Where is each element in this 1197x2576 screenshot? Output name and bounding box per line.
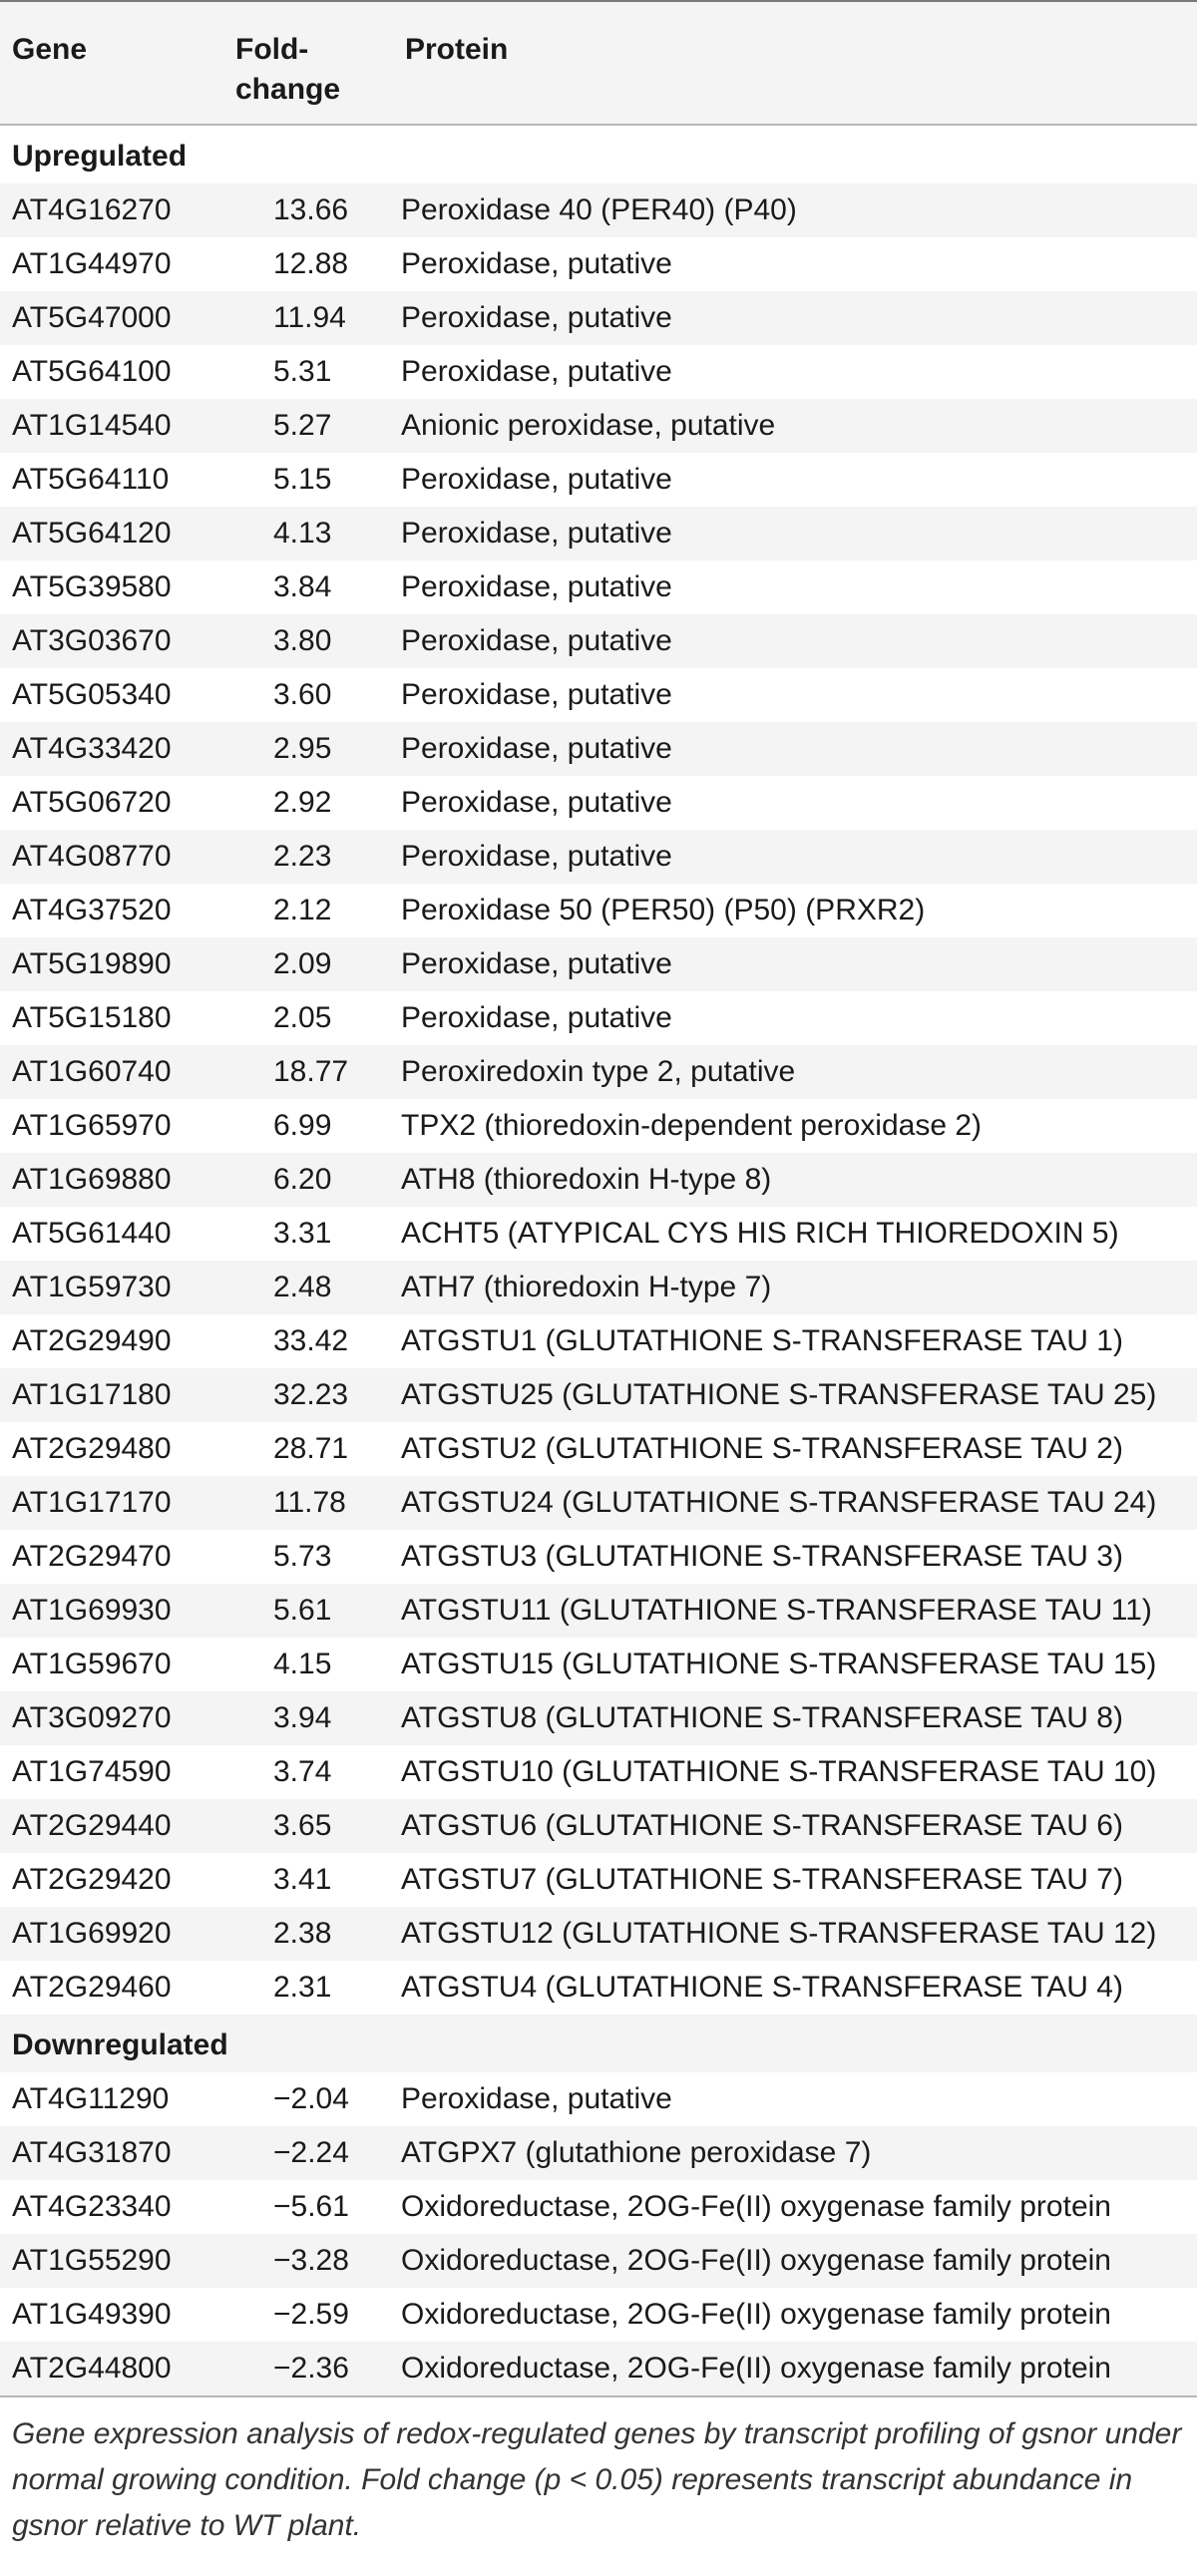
protein-cell: Peroxidase, putative — [401, 1001, 672, 1034]
gene-id-cell: AT1G69930 — [12, 1594, 172, 1627]
table-row — [0, 1584, 1197, 1638]
protein-cell: Peroxidase, putative — [401, 786, 672, 819]
table-row — [0, 776, 1197, 830]
fold-change-cell: 5.73 — [273, 1540, 332, 1573]
gene-id-cell: AT1G69920 — [12, 1917, 172, 1950]
gene-id-cell: AT1G44970 — [12, 247, 172, 280]
section-label: Downregulated — [12, 2028, 228, 2061]
fold-change-cell: 2.48 — [273, 1271, 332, 1303]
protein-cell: Peroxiredoxin type 2, putative — [401, 1055, 796, 1088]
gene-id-cell: AT5G64100 — [12, 355, 172, 388]
fold-change-cell: 3.84 — [273, 570, 332, 603]
table-row — [0, 1638, 1197, 1691]
fold-change-cell: 5.61 — [273, 1594, 332, 1627]
table-row — [0, 1314, 1197, 1368]
fold-change-cell: 6.99 — [273, 1109, 332, 1142]
fold-change-cell: 2.38 — [273, 1917, 332, 1950]
fold-change-cell: 13.66 — [273, 193, 349, 226]
gene-id-cell: AT5G05340 — [12, 678, 172, 711]
table-row — [0, 1261, 1197, 1314]
gene-id-cell: AT1G74590 — [12, 1755, 172, 1788]
protein-cell: ATGSTU25 (GLUTATHIONE S-TRANSFERASE TAU 25) — [401, 1378, 1157, 1411]
protein-cell: ATGSTU2 (GLUTATHIONE S-TRANSFERASE TAU 2) — [401, 1432, 1123, 1465]
protein-cell: Oxidoreductase, 2OG-Fe(II) oxygenase family protein — [401, 2244, 1111, 2277]
protein-cell: ATGSTU15 (GLUTATHIONE S-TRANSFERASE TAU 15) — [401, 1648, 1157, 1680]
fold-change-cell: 12.88 — [273, 247, 349, 280]
protein-cell: ATGPX7 (glutathione peroxidase 7) — [401, 2136, 872, 2169]
protein-cell: Peroxidase, putative — [401, 678, 672, 711]
protein-cell: ATH7 (thioredoxin H-type 7) — [401, 1271, 772, 1303]
gene-id-cell: AT1G59670 — [12, 1648, 172, 1680]
protein-cell: Oxidoreductase, 2OG-Fe(II) oxygenase family protein — [401, 2298, 1111, 2331]
protein-cell: Peroxidase, putative — [401, 624, 672, 657]
protein-cell: Peroxidase, putative — [401, 247, 672, 280]
gene-id-cell: AT2G29440 — [12, 1809, 172, 1842]
table-row — [0, 2342, 1197, 2396]
fold-change-cell: 6.20 — [273, 1163, 332, 1196]
protein-cell: Peroxidase 50 (PER50) (P50) (PRXR2) — [401, 894, 926, 926]
fold-change-cell: −2.04 — [273, 2082, 349, 2115]
protein-cell: ATH8 (thioredoxin H-type 8) — [401, 1163, 772, 1196]
gene-id-cell: AT3G03670 — [12, 624, 172, 657]
table-row — [0, 1530, 1197, 1584]
section-label: Upregulated — [12, 140, 188, 173]
table-row — [0, 1099, 1197, 1153]
fold-change-cell: −5.61 — [273, 2190, 349, 2223]
protein-cell: Peroxidase, putative — [401, 355, 672, 388]
protein-cell: ATGSTU4 (GLUTATHIONE S-TRANSFERASE TAU 4) — [401, 1971, 1123, 2004]
protein-cell: ATGSTU10 (GLUTATHIONE S-TRANSFERASE TAU 10) — [401, 1755, 1157, 1788]
table-row — [0, 399, 1197, 453]
fold-change-cell: 4.13 — [273, 517, 332, 550]
fold-change-cell: −3.28 — [273, 2244, 349, 2277]
table-caption: Gene expression analysis of redox-regulated genes by transcript profiling of gsnor under normal growing condition. Fold change (p < 0.05) represents transcript abundance in gsnor relative to WT plant. — [12, 2417, 1182, 2542]
gene-id-cell: AT4G08770 — [12, 840, 172, 873]
header-fold-change-line2: change — [235, 73, 341, 106]
gene-id-cell: AT5G15180 — [12, 1001, 172, 1034]
protein-cell: ATGSTU8 (GLUTATHIONE S-TRANSFERASE TAU 8) — [401, 1701, 1123, 1734]
fold-change-cell: 11.78 — [273, 1486, 346, 1519]
table-row — [0, 1691, 1197, 1745]
gene-id-cell: AT1G17170 — [12, 1486, 172, 1519]
fold-change-cell: 2.23 — [273, 840, 332, 873]
table-header — [0, 1, 1197, 125]
table-row — [0, 2180, 1197, 2234]
fold-change-cell: 18.77 — [273, 1055, 349, 1088]
table-row — [0, 2126, 1197, 2180]
fold-change-cell: 28.71 — [273, 1432, 349, 1465]
gene-id-cell: AT4G37520 — [12, 894, 172, 926]
table-row — [0, 1799, 1197, 1853]
gene-id-cell: AT1G14540 — [12, 409, 172, 442]
table-body — [0, 125, 1197, 2396]
table-row — [0, 937, 1197, 991]
gene-id-cell: AT5G39580 — [12, 570, 172, 603]
protein-cell: Peroxidase, putative — [401, 2082, 672, 2115]
fold-change-cell: 5.27 — [273, 409, 332, 442]
protein-cell: Peroxidase, putative — [401, 840, 672, 873]
gene-id-cell: AT5G19890 — [12, 947, 172, 980]
fold-change-cell: 3.74 — [273, 1755, 332, 1788]
table-row — [0, 2072, 1197, 2126]
gene-id-cell: AT1G55290 — [12, 2244, 172, 2277]
table-row — [0, 560, 1197, 614]
table-row — [0, 1153, 1197, 1207]
table-row — [0, 507, 1197, 560]
protein-cell: ATGSTU12 (GLUTATHIONE S-TRANSFERASE TAU 12) — [401, 1917, 1157, 1950]
fold-change-cell: 4.15 — [273, 1648, 332, 1680]
table-row — [0, 237, 1197, 291]
gene-id-cell: AT3G09270 — [12, 1701, 172, 1734]
gene-id-cell: AT5G64120 — [12, 517, 172, 550]
gene-id-cell: AT4G23340 — [12, 2190, 172, 2223]
table-row — [0, 1853, 1197, 1907]
gene-id-cell: AT2G44800 — [12, 2352, 172, 2385]
table-row — [0, 184, 1197, 237]
fold-change-cell: 33.42 — [273, 1324, 349, 1357]
table-row — [0, 2234, 1197, 2288]
fold-change-cell: 2.92 — [273, 786, 332, 819]
fold-change-cell: 3.41 — [273, 1863, 332, 1896]
header-fold-change-line1: Fold- — [235, 33, 309, 66]
fold-change-cell: 5.31 — [273, 355, 332, 388]
fold-change-cell: 2.12 — [273, 894, 332, 926]
gene-id-cell: AT5G64110 — [12, 463, 170, 496]
protein-cell: ATGSTU3 (GLUTATHIONE S-TRANSFERASE TAU 3) — [401, 1540, 1123, 1573]
table-row — [0, 830, 1197, 884]
fold-change-cell: 3.94 — [273, 1701, 332, 1734]
gene-id-cell: AT2G29490 — [12, 1324, 172, 1357]
protein-cell: ATGSTU24 (GLUTATHIONE S-TRANSFERASE TAU 24) — [401, 1486, 1157, 1519]
fold-change-cell: 2.05 — [273, 1001, 332, 1034]
table-row — [0, 2288, 1197, 2342]
gene-id-cell: AT4G33420 — [12, 732, 172, 765]
protein-cell: ATGSTU1 (GLUTATHIONE S-TRANSFERASE TAU 1) — [401, 1324, 1123, 1357]
protein-cell: Peroxidase 40 (PER40) (P40) — [401, 193, 797, 226]
gene-id-cell: AT4G11290 — [12, 2082, 170, 2115]
gene-id-cell: AT1G60740 — [12, 1055, 172, 1088]
table-row — [0, 1368, 1197, 1422]
table-row — [0, 1207, 1197, 1261]
fold-change-cell: 11.94 — [273, 301, 346, 334]
fold-change-cell: 2.95 — [273, 732, 332, 765]
header-gene: Gene — [12, 33, 88, 66]
fold-change-cell: 3.80 — [273, 624, 332, 657]
gene-id-cell: AT1G69880 — [12, 1163, 172, 1196]
gene-id-cell: AT1G17180 — [12, 1378, 172, 1411]
table-row — [0, 991, 1197, 1045]
table-row — [0, 1745, 1197, 1799]
table-row — [0, 722, 1197, 776]
fold-change-cell: 2.31 — [273, 1971, 332, 2004]
fold-change-cell: −2.24 — [273, 2136, 349, 2169]
fold-change-cell: 3.31 — [273, 1217, 332, 1250]
header-row — [0, 1, 1197, 125]
table-row — [0, 291, 1197, 345]
protein-cell: ATGSTU7 (GLUTATHIONE S-TRANSFERASE TAU 7) — [401, 1863, 1123, 1896]
protein-cell: Peroxidase, putative — [401, 570, 672, 603]
table-row — [0, 1045, 1197, 1099]
gene-id-cell: AT1G65970 — [12, 1109, 172, 1142]
fold-change-cell: 5.15 — [273, 463, 332, 496]
gene-id-cell: AT5G47000 — [12, 301, 172, 334]
gene-id-cell: AT1G49390 — [12, 2298, 172, 2331]
table-row — [0, 1422, 1197, 1476]
protein-cell: Peroxidase, putative — [401, 463, 672, 496]
table-row — [0, 345, 1197, 399]
gene-id-cell: AT2G29480 — [12, 1432, 172, 1465]
protein-cell: Oxidoreductase, 2OG-Fe(II) oxygenase family protein — [401, 2352, 1111, 2385]
gene-id-cell: AT5G61440 — [12, 1217, 172, 1250]
gene-id-cell: AT1G59730 — [12, 1271, 172, 1303]
fold-change-cell: 2.09 — [273, 947, 332, 980]
gene-id-cell: AT4G31870 — [12, 2136, 172, 2169]
fold-change-cell: 3.60 — [273, 678, 332, 711]
fold-change-cell: 32.23 — [273, 1378, 349, 1411]
header-protein: Protein — [405, 33, 509, 66]
protein-cell: ATGSTU11 (GLUTATHIONE S-TRANSFERASE TAU 11) — [401, 1594, 1152, 1627]
protein-cell: Oxidoreductase, 2OG-Fe(II) oxygenase family protein — [401, 2190, 1111, 2223]
header-fold-change — [235, 1, 393, 125]
table-row — [0, 884, 1197, 937]
table-row — [0, 1961, 1197, 2015]
fold-change-cell: 3.65 — [273, 1809, 332, 1842]
table-row — [0, 1907, 1197, 1961]
gene-id-cell: AT2G29420 — [12, 1863, 172, 1896]
gene-id-cell: AT2G29470 — [12, 1540, 172, 1573]
gene-id-cell: AT4G16270 — [12, 193, 172, 226]
gene-id-cell: AT2G29460 — [12, 1971, 172, 2004]
protein-cell: ACHT5 (ATYPICAL CYS HIS RICH THIOREDOXIN 5) — [401, 1217, 1119, 1250]
section-header-row — [0, 125, 1197, 184]
protein-cell: Anionic peroxidase, putative — [401, 409, 776, 442]
protein-cell: Peroxidase, putative — [401, 947, 672, 980]
protein-cell: Peroxidase, putative — [401, 517, 672, 550]
fold-change-cell: −2.36 — [273, 2352, 349, 2385]
table-row — [0, 668, 1197, 722]
protein-cell: Peroxidase, putative — [401, 732, 672, 765]
table-row — [0, 614, 1197, 668]
protein-cell: TPX2 (thioredoxin-dependent peroxidase 2) — [401, 1109, 983, 1142]
protein-cell: Peroxidase, putative — [401, 301, 672, 334]
table-row — [0, 1476, 1197, 1530]
table-row — [0, 453, 1197, 507]
gene-id-cell: AT5G06720 — [12, 786, 172, 819]
fold-change-cell: −2.59 — [273, 2298, 349, 2331]
protein-cell: ATGSTU6 (GLUTATHIONE S-TRANSFERASE TAU 6) — [401, 1809, 1123, 1842]
section-header-row — [0, 2015, 1197, 2072]
